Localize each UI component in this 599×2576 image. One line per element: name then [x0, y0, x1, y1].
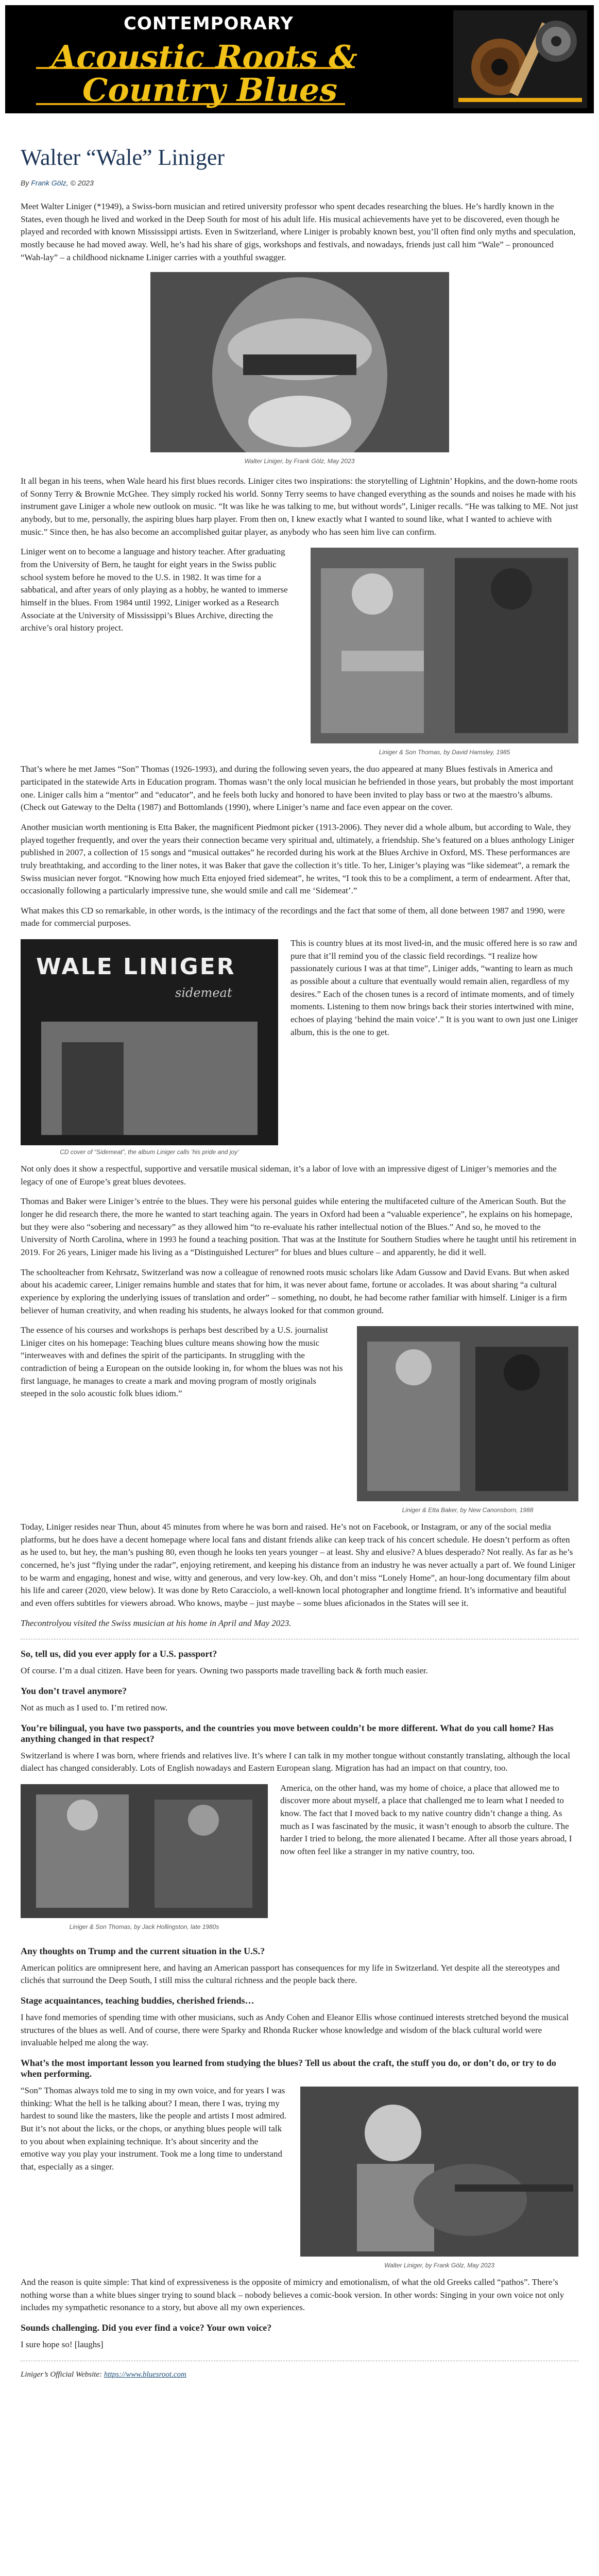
photo-caption: Liniger & Son Thomas, by David Hamsley, 1985: [379, 749, 510, 756]
guitar-artwork-icon: [453, 10, 587, 108]
question: You don’t travel anymore?: [21, 1685, 127, 1696]
site-header: [5, 5, 594, 113]
cd-cover-figure: [21, 939, 278, 1156]
paragraph: That’s where he met James “Son” Thomas (1926-1993), and during the following seven years, the duo appeared at many Blues festivals in America and participated in the statewide Arts in Education program. Thomas wasn’t the only local musician he befriended in those years, but probably the most important one. Liniger calls him a “mentor” and “educator”, and he feels both lucky and honored to have been invited to play bass or two at the maestro’s albums. (Check out Gateway to the Delta (1987) and Bottomlands (1990), where Liniger’s name and face even appear on the cover.: [21, 764, 574, 812]
paragraph: The essence of his courses and workshops is perhaps best described by a U.S. journalist Liniger cites on his homepage: Teaching blues culture means showing how the music “interweaves with and defines the spirit of the participants. In struggling with the contradiction of being a European on the outside looking in, for whom the blues was not his first language, he manages to create a mark and moving program of mostly originals steeped in the solo acoustic folk blues idiom.”: [21, 1325, 343, 1399]
page-title: Walter “Wale” Liniger: [21, 145, 225, 170]
logo-title-line1: Acoustic Roots &: [52, 38, 358, 76]
stage-photo: [21, 1784, 268, 1918]
paragraph: “Son” Thomas always told me to sing in my own voice, and for years I was thinking: What the hell is he talking about? I mean, there I was, trying my hardest to sound like the masters, like the people and artists I most admired. But it’s not about the licks, or the chops, or anything blues people will talk to you about when explaining technique. It’s about sincerity and the emotive way you play your instrument. Took me a long time to understand that, especially as a singer.: [21, 2086, 287, 2172]
cd-cover-image: [21, 939, 278, 1145]
paragraph: America, on the other hand, was my home of choice, a place that allowed me to discover more about myself, a place that challenged me to learn what I needed to know. The fact that I moved back to my native country didn’t change a thing. As much as I was fascinated by the music, it wasn’t enough to absorb the culture. The harder I tried to belong, the more alienated I became. After all those years abroad, I now often feel like a stranger in my native country, too.: [280, 1783, 572, 1857]
photo-figure-2: [311, 548, 578, 756]
paragraph: Another musician worth mentioning is Etta Baker, the magnificent Piedmont picker (1913-2006). They never did a whole album, but according to Wale, they played together frequently, and over the years their connection became very spiritual and, ultimately, a friendship. She’s featured on a blues anthology Liniger published in 2007, a collection of 15 songs and “musical outtakes” he recorded during his work at the Blues Archive in Oxford, MS. These performances are truly breathtaking, and according to the liner notes, it was Baker that gave the collection it’s title. To her, Liniger’s playing was “like sidemeat”, a remark the Swiss musician never forgot. “Knowing how much Etta enjoyed fried sidemeat”, he writes, “I took this to be a compliment, a term of endearment. After that, occasionally following a particularly impressive tune, she would smile and call me ‘Sidemeat’.”: [21, 822, 575, 896]
portrait-photo: [150, 272, 449, 452]
question: Stage acquaintances, teaching buddies, cherished friends…: [21, 1995, 254, 2006]
paragraph: What makes this CD so remarkable, in other words, is the intimacy of the recordings and the fact that some of them, all done between 1987 and 1990, were made for commercial purposes.: [21, 905, 565, 928]
site-logo[interactable]: [5, 5, 397, 113]
paragraph: And the reason is quite simple: That kind of expressiveness is the opposite of mimicry and emotionalism, of what the old Greeks called “pathos”. There’s nothing worse than a white blues singer trying to sound black – nobody believes a comic-book version. In other words: Singing in your own voice not only includes my sympathetic resonance to a story, but above all my own experiences.: [21, 2277, 564, 2313]
photo-caption: Walter Liniger, by Frank Gölz, May 2023: [244, 457, 355, 465]
question: Sounds challenging. Did you ever find a voice? Your own voice?: [21, 2322, 272, 2333]
byline-date: , © 2023: [66, 179, 94, 187]
answer: I sure hope so! [laughs]: [21, 2339, 104, 2349]
paragraph: Not only does it show a respectful, supportive and versatile musical sideman, it’s a labor of love with an impressive digest of Liniger’s memories and the legacy of one of Europe’s great blues devotees.: [21, 1164, 557, 1187]
byline-prefix: By: [21, 179, 31, 187]
paragraph: Today, Liniger resides near Thun, about 45 minutes from where he was born and raised. He’s not on Facebook, or Instagram, or any of the social media platforms, but he does have a decent homepage where local fans and distant friends alike can keep track of his concert schedule. He doesn’t perform as often as he used to, but hey, the man’s pushing 80, even though he looks ten years younger – at least. Shy and elusive? A blues desperado? Not really. As far as he’s concerned, he’s just “flying under the radar”, enjoying retirement, and keeping his distance from an industry he was never actually a part of. We found Liniger to be warm and engaging, honest and wise, witty and generous, and very low-key. Oh, and don’t miss “Lonely Home”, an hour-long documentary film about his life and career (2020, view below). It was done by Reto Caracciolo, a well-known local photographer and longtime friend. It’s informative and beautiful and even offers subtitles for viewers abroad. Who knows, maybe – just maybe – some blues aficionados in the States will see it.: [21, 1522, 575, 1608]
photo-figure-6: [300, 2087, 578, 2269]
question: So, tell us, did you ever apply for a U.S. passport?: [21, 1649, 217, 1659]
duo-photo: [311, 548, 578, 743]
article: [21, 144, 578, 2379]
photo-caption: Liniger & Son Thomas, by Jack Hollingston, late 1980s: [69, 1923, 219, 1930]
photo-figure-5: [21, 1784, 268, 1930]
logo-title-line2: Country Blues: [82, 71, 338, 109]
paragraph: Thomas and Baker were Liniger’s entrée to the blues. They were his personal guides while entering the multifaceted culture of the American South. But the longer he did research there, the more he wanted to start teaching again. The years in Oxford had been a “valuable experience”, he explains on his homepage, but they were also “sobering and necessary” as they allowed him “to re-evaluate his rather intellectual notion of the Blues.” And so, he moved to the University of North Carolina, where in 1993 he found a teaching position. That was at the Institute for Southern Studies where he taught until his retirement in 2019. For 26 years, Liniger made his living as a “Distinguished Lecturer” for blues and blues culture – and apparently, he did it well.: [21, 1196, 576, 1257]
answer: I have fond memories of spending time with other musicians, such as Andy Cohen and Eleanor Ellis whose continued interests stretched beyond the musical structures of the blues as well. And of course, there were Sparky and Rhonda Rucker whose knowledge and wisdom of the black cultural world were invaluable helped me along the way.: [21, 2012, 569, 2048]
question: Any thoughts on Trump and the current situation in the U.S.?: [21, 1945, 265, 1956]
photo-figure-4: [357, 1326, 578, 1514]
paragraph: This is country blues at its most lived-in, and the music offered here is so raw and pure that it’ll remind you of the classic field recordings. “I realize how passionately curious I was at that time”, Liniger adds, “wanting to learn as much as possible about a culture that eventually would remain alien, regardless of my desires.” Each of the chosen tunes is a record of intimate moments, and of timely moments. Listening to them now brings back their stories intertwined with mine, echoes of playing ‘behind the main voice’.” It is you want to own just one Liniger album, this is the one to get.: [290, 938, 578, 1037]
paragraph: It all began in his teens, when Wale heard his first blues records. Liniger cites two inspirations: the storytelling of Lightnin’ Hopkins, and the down-home roots of Sonny Terry & Brownie McGhee. They simply rocked his world. Sonny Terry seems to have changed everything as the sounds and noises he made with his instrument gave Liniger a whole new outlook on music. “It was like he was talking to me, but without words”, Liniger recalls. “He was talking to ME. Not just anybody, but to me, personally, the aspiring blues harp player. From then on, I knew exactly what I wanted to sound like, what I wanted to achieve with music.” Since then, he has also become an accomplished guitar player, as anybody who has seen him live can confirm.: [21, 476, 578, 537]
photo-caption: Walter Liniger, by Frank Gölz, May 2023: [384, 2262, 494, 2269]
answer: Switzerland is where I was born, where friends and relatives live. It’s where I can talk in my mother tongue without constantly translating, although the local dialect has changed considerably. Lots of English nowadays and Eastern European slang. Migration has had an impact on that country, too.: [21, 1750, 570, 1773]
photo-figure-1: [150, 272, 449, 465]
cd-title: WALE LINIGER: [36, 954, 236, 980]
logo-contemporary-text: CONTEMPORARY: [124, 13, 294, 34]
question: What’s the most important lesson you learned from studying the blues? Tell us about the craft, the stuff you do, or don’t do, or try to do when performing.: [21, 2058, 556, 2079]
paragraph: The schoolteacher from Kehrsatz, Switzerland was now a colleague of renowned roots music scholars like Adam Gussow and David Evans. But when asked about his academic career, Liniger remains humble and states that for him, it was never about fame, fortune or accolades. It was about sharing “a cultural experience by exploring the underlying issues of translation and order” – something, no doubt, he had become rather familiar with himself. Liniger is a firm believer of human creativity, and when reading his students, he always looked for that common ground.: [21, 1267, 570, 1315]
answer: Not as much as I used to. I’m retired now.: [21, 1702, 168, 1713]
cd-subtitle: sidemeat: [175, 986, 232, 1001]
photo-caption: Liniger & Etta Baker, by New Canonsborn, 1988: [402, 1506, 534, 1514]
byline: [21, 179, 578, 187]
etta-baker-photo: [357, 1326, 578, 1501]
website-link[interactable]: https://www.bluesroot.com: [104, 2370, 186, 2379]
photo-caption: CD cover of “Sidemeat”, the album Liniger calls ‘his pride and joy’: [60, 1148, 239, 1156]
guitar-player-photo: [300, 2087, 578, 2257]
answer: American politics are omnipresent here, and having an American passport has consequences for my life in Switzerland. Yet despite all the stereotypes and clichés that surround the Deep South, I still miss the cultural richness and the people back there.: [21, 1962, 560, 1986]
footer-website: [21, 2370, 578, 2379]
cd-door-shape: [62, 1042, 124, 1135]
paragraph: Thecontrolyou visited the Swiss musician at his home in April and May 2023.: [21, 1618, 292, 1628]
paragraph: Liniger went on to become a language and history teacher. After graduating from the University of Bern, he taught for eight years in the Swiss public school system before he moved to the U.S. in 1982. It was time for a sabbatical, and after years of only playing as a hobby, he wanted to immerse himself in the blues. From 1984 until 1992, Liniger worked as a Research Associate at the University of Mississippi’s Blues Archive, directing the archive’s oral history project.: [21, 547, 288, 633]
question: You’re bilingual, you have two passports, and the countries you move between couldn’t be more different. What do you call home? Has anything changed in that respect?: [21, 1722, 554, 1744]
intro-paragraph: Meet Walter Liniger (*1949), a Swiss-born musician and retired university professor who spent decades researching the blues. He’s hardly known in the States, even though he lived and worked in the Deep South for most of his adult life. His musical achievements have yet to be discovered, even though he played and recorded with known Mississippi artists. Even in Switzerland, where Liniger is probably known best, you’ll often find only myths and speculation, mostly because he had moved away. Well, he’s had his share of gigs, workshops and festivals, and nowadays, friends just call him “Wale” – pronounced “Wah-lay” – a childhood nickname Liniger carries with a youthful swagger.: [21, 201, 576, 262]
footer-prefix: Liniger’s Official Website:: [21, 2370, 104, 2379]
byline-author-link[interactable]: Frank Gölz: [31, 179, 66, 187]
answer: Of course. I’m a dual citizen. Have been for years. Owning two passports made travelling back & forth much easier.: [21, 1666, 428, 1676]
